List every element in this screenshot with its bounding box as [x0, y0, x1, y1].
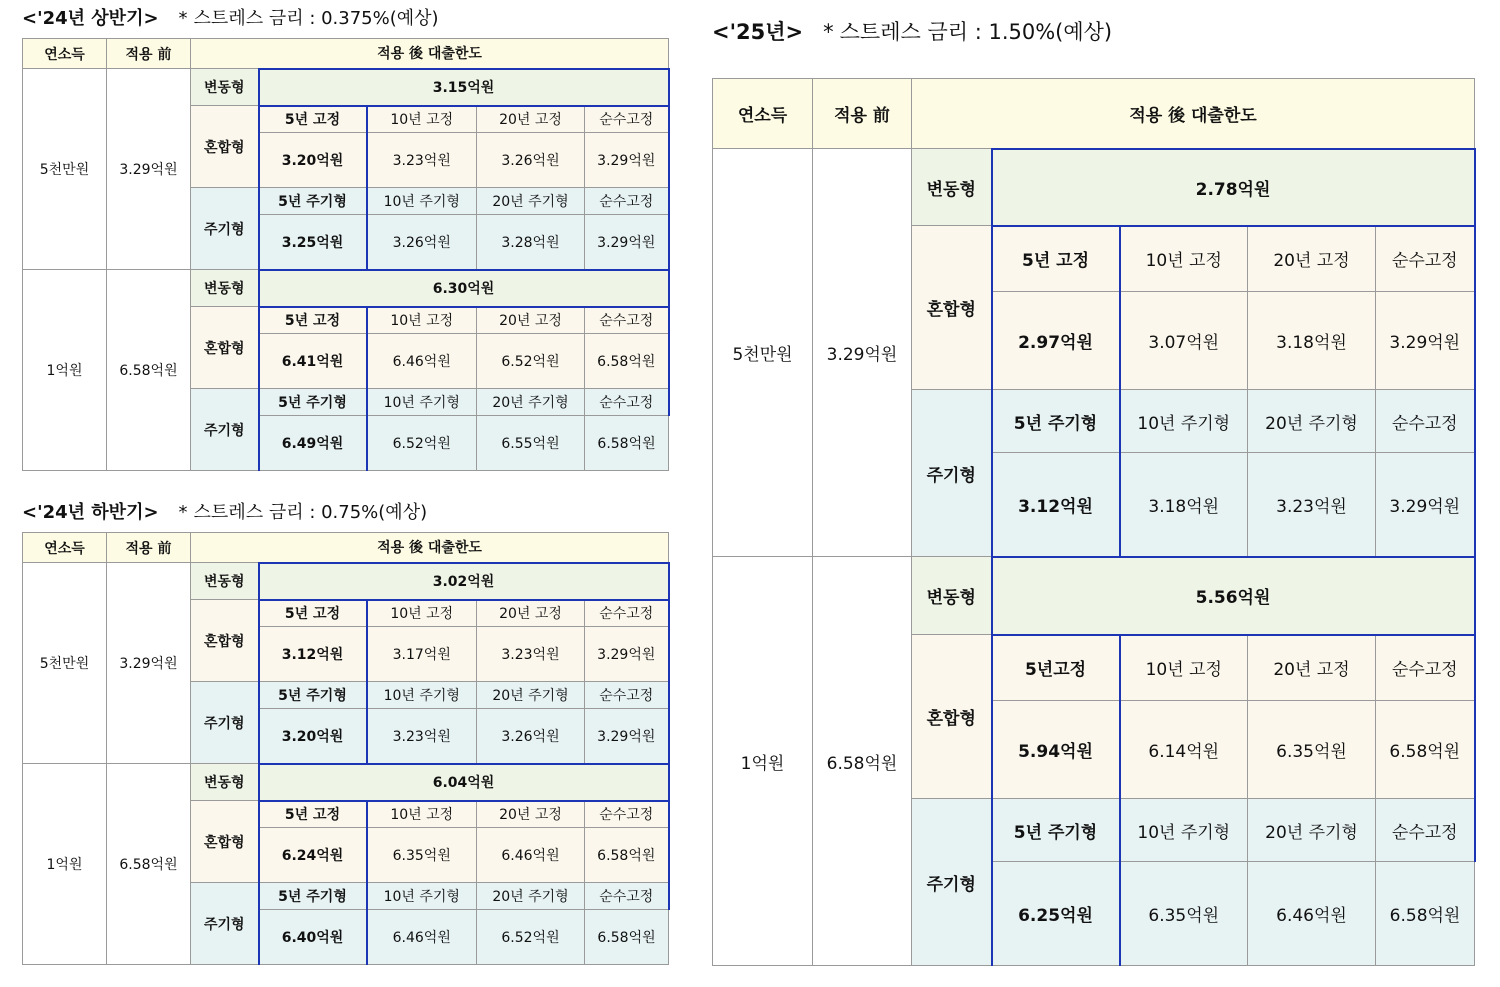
periodic-sub: 20년 주기형	[477, 682, 585, 709]
periodic-sub: 10년 주기형	[367, 389, 477, 416]
before-cell: 6.58억원	[107, 764, 191, 965]
mixed-value: 3.29억원	[585, 627, 669, 682]
periodic-sub: 순수고정	[585, 389, 669, 416]
variable-label: 변동형	[912, 149, 992, 226]
mixed-sub: 순수고정	[585, 801, 669, 828]
header-income: 연소득	[23, 533, 107, 563]
panel-year: <'25년>	[712, 20, 804, 44]
periodic-sub: 20년 주기형	[477, 188, 585, 215]
periodic-value: 6.35억원	[1120, 862, 1248, 966]
periodic-value: 3.23억원	[1248, 453, 1376, 557]
periodic-value: 6.52억원	[367, 416, 477, 471]
periodic-value: 6.55억원	[477, 416, 585, 471]
panel-title-h1	[22, 10, 439, 28]
header-after: 적용 後 대출한도	[191, 39, 669, 69]
periodic-sub: 20년 주기형	[1248, 390, 1376, 453]
variable-value: 3.02억원	[259, 563, 669, 600]
mixed-sub: 순수고정	[1376, 226, 1475, 292]
periodic-value: 3.25억원	[259, 215, 367, 270]
periodic-value: 3.12억원	[992, 453, 1120, 557]
mixed-sub: 10년 고정	[367, 307, 477, 334]
mixed-label: 혼합형	[912, 635, 992, 799]
mixed-label: 혼합형	[912, 226, 992, 390]
mixed-sub: 20년 고정	[477, 106, 585, 133]
mixed-sub: 10년 고정	[367, 600, 477, 627]
mixed-sub: 10년 고정	[1120, 226, 1248, 292]
mixed-sub: 순수고정	[585, 106, 669, 133]
periodic-value: 3.28억원	[477, 215, 585, 270]
panel-title-h2	[22, 504, 427, 522]
periodic-sub: 5년 주기형	[259, 883, 367, 910]
income-cell: 5천만원	[23, 69, 107, 270]
periodic-sub: 순수고정	[585, 883, 669, 910]
periodic-label: 주기형	[191, 188, 259, 270]
periodic-sub: 20년 주기형	[477, 883, 585, 910]
loan-limit-table-h2	[22, 532, 670, 965]
income-cell: 1억원	[23, 764, 107, 965]
mixed-value: 3.17억원	[367, 627, 477, 682]
periodic-label: 주기형	[191, 389, 259, 471]
mixed-sub: 순수고정	[585, 600, 669, 627]
income-cell: 5천만원	[713, 149, 813, 557]
periodic-value: 3.26억원	[367, 215, 477, 270]
variable-label: 변동형	[191, 270, 259, 307]
mixed-value: 5.94억원	[992, 701, 1120, 799]
periodic-value: 6.46억원	[367, 910, 477, 965]
periodic-value: 6.49억원	[259, 416, 367, 471]
variable-label: 변동형	[191, 69, 259, 106]
periodic-value: 3.20억원	[259, 709, 367, 764]
mixed-value: 6.24억원	[259, 828, 367, 883]
periodic-sub: 10년 주기형	[1120, 390, 1248, 453]
periodic-sub: 5년 주기형	[259, 389, 367, 416]
periodic-sub: 5년 주기형	[992, 390, 1120, 453]
loan-limit-table-y25	[712, 78, 1476, 966]
periodic-value: 6.58억원	[585, 910, 669, 965]
periodic-label: 주기형	[191, 883, 259, 965]
mixed-sub: 20년 고정	[1248, 635, 1376, 701]
variable-value: 6.04억원	[259, 764, 669, 801]
mixed-value: 6.58억원	[585, 828, 669, 883]
mixed-sub: 순수고정	[585, 307, 669, 334]
variable-value: 2.78억원	[992, 149, 1475, 226]
mixed-label: 혼합형	[191, 307, 259, 389]
periodic-value: 3.29억원	[1376, 453, 1475, 557]
income-cell: 1억원	[713, 557, 813, 966]
mixed-value: 3.23억원	[477, 627, 585, 682]
mixed-value: 6.52억원	[477, 334, 585, 389]
mixed-sub: 5년 고정	[259, 106, 367, 133]
before-cell: 6.58억원	[107, 270, 191, 471]
mixed-value: 3.29억원	[1376, 292, 1475, 390]
periodic-sub: 5년 주기형	[259, 682, 367, 709]
periodic-value: 3.18억원	[1120, 453, 1248, 557]
periodic-sub: 10년 주기형	[367, 682, 477, 709]
periodic-value: 6.52억원	[477, 910, 585, 965]
periodic-value: 3.23억원	[367, 709, 477, 764]
variable-value: 5.56억원	[992, 557, 1475, 635]
periodic-sub: 20년 주기형	[1248, 799, 1376, 862]
before-cell: 3.29억원	[107, 69, 191, 270]
mixed-sub: 20년 고정	[477, 307, 585, 334]
periodic-sub: 순수고정	[585, 682, 669, 709]
variable-label: 변동형	[912, 557, 992, 635]
stress-rate-note: 스트레스 금리 : 1.50%(예상)	[839, 20, 1113, 44]
header-after: 적용 後 대출한도	[191, 533, 669, 563]
variable-value: 6.30억원	[259, 270, 669, 307]
mixed-value: 3.12억원	[259, 627, 367, 682]
star-mark: *	[823, 20, 834, 44]
header-before: 적용 前	[107, 533, 191, 563]
mixed-sub: 5년고정	[992, 635, 1120, 701]
periodic-sub: 순수고정	[585, 188, 669, 215]
star-mark: *	[178, 8, 188, 29]
mixed-value: 6.46억원	[477, 828, 585, 883]
variable-label: 변동형	[191, 563, 259, 600]
before-cell: 6.58억원	[813, 557, 912, 966]
periodic-label: 주기형	[912, 390, 992, 557]
mixed-value: 3.18억원	[1248, 292, 1376, 390]
mixed-sub: 10년 고정	[367, 106, 477, 133]
mixed-sub: 20년 고정	[1248, 226, 1376, 292]
panel-year: <'24년 상반기>	[22, 8, 159, 29]
header-income: 연소득	[23, 39, 107, 69]
periodic-value: 3.29억원	[585, 709, 669, 764]
periodic-value: 6.25억원	[992, 862, 1120, 966]
panel-title-y25	[712, 22, 1112, 43]
mixed-label: 혼합형	[191, 106, 259, 188]
income-cell: 5천만원	[23, 563, 107, 764]
mixed-value: 6.41억원	[259, 334, 367, 389]
mixed-sub: 20년 고정	[477, 600, 585, 627]
mixed-sub: 10년 고정	[1120, 635, 1248, 701]
star-mark: *	[178, 502, 188, 523]
mixed-value: 3.26억원	[477, 133, 585, 188]
mixed-value: 6.58억원	[1376, 701, 1475, 799]
periodic-value: 6.46억원	[1248, 862, 1376, 966]
before-cell: 3.29억원	[107, 563, 191, 764]
periodic-label: 주기형	[191, 682, 259, 764]
before-cell: 3.29억원	[813, 149, 912, 557]
mixed-value: 6.35억원	[367, 828, 477, 883]
periodic-value: 6.58억원	[1376, 862, 1475, 966]
mixed-sub: 순수고정	[1376, 635, 1475, 701]
loan-limit-table-h1	[22, 38, 670, 471]
periodic-sub: 순수고정	[1376, 390, 1475, 453]
header-before: 적용 前	[813, 79, 912, 149]
periodic-value: 6.58억원	[585, 416, 669, 471]
mixed-sub: 5년 고정	[259, 307, 367, 334]
mixed-value: 3.23억원	[367, 133, 477, 188]
periodic-sub: 5년 주기형	[259, 188, 367, 215]
variable-value: 3.15억원	[259, 69, 669, 106]
mixed-value: 6.58억원	[585, 334, 669, 389]
mixed-label: 혼합형	[191, 801, 259, 883]
periodic-label: 주기형	[912, 799, 992, 966]
stress-rate-note: 스트레스 금리 : 0.375%(예상)	[193, 8, 439, 29]
mixed-sub: 5년 고정	[992, 226, 1120, 292]
mixed-value: 3.20억원	[259, 133, 367, 188]
mixed-value: 6.46억원	[367, 334, 477, 389]
periodic-sub: 순수고정	[1376, 799, 1475, 862]
mixed-value: 3.29억원	[585, 133, 669, 188]
mixed-label: 혼합형	[191, 600, 259, 682]
panel-year: <'24년 하반기>	[22, 502, 159, 523]
header-before: 적용 前	[107, 39, 191, 69]
mixed-value: 3.07억원	[1120, 292, 1248, 390]
periodic-sub: 10년 주기형	[1120, 799, 1248, 862]
header-after: 적용 後 대출한도	[912, 79, 1475, 149]
periodic-value: 3.26억원	[477, 709, 585, 764]
periodic-value: 6.40억원	[259, 910, 367, 965]
mixed-sub: 20년 고정	[477, 801, 585, 828]
mixed-value: 6.35억원	[1248, 701, 1376, 799]
periodic-sub: 20년 주기형	[477, 389, 585, 416]
periodic-sub: 10년 주기형	[367, 188, 477, 215]
periodic-value: 3.29억원	[585, 215, 669, 270]
periodic-sub: 5년 주기형	[992, 799, 1120, 862]
mixed-sub: 5년 고정	[259, 600, 367, 627]
header-income: 연소득	[713, 79, 813, 149]
mixed-sub: 10년 고정	[367, 801, 477, 828]
mixed-sub: 5년 고정	[259, 801, 367, 828]
variable-label: 변동형	[191, 764, 259, 801]
stress-rate-note: 스트레스 금리 : 0.75%(예상)	[193, 502, 428, 523]
periodic-sub: 10년 주기형	[367, 883, 477, 910]
mixed-value: 6.14억원	[1120, 701, 1248, 799]
income-cell: 1억원	[23, 270, 107, 471]
mixed-value: 2.97억원	[992, 292, 1120, 390]
